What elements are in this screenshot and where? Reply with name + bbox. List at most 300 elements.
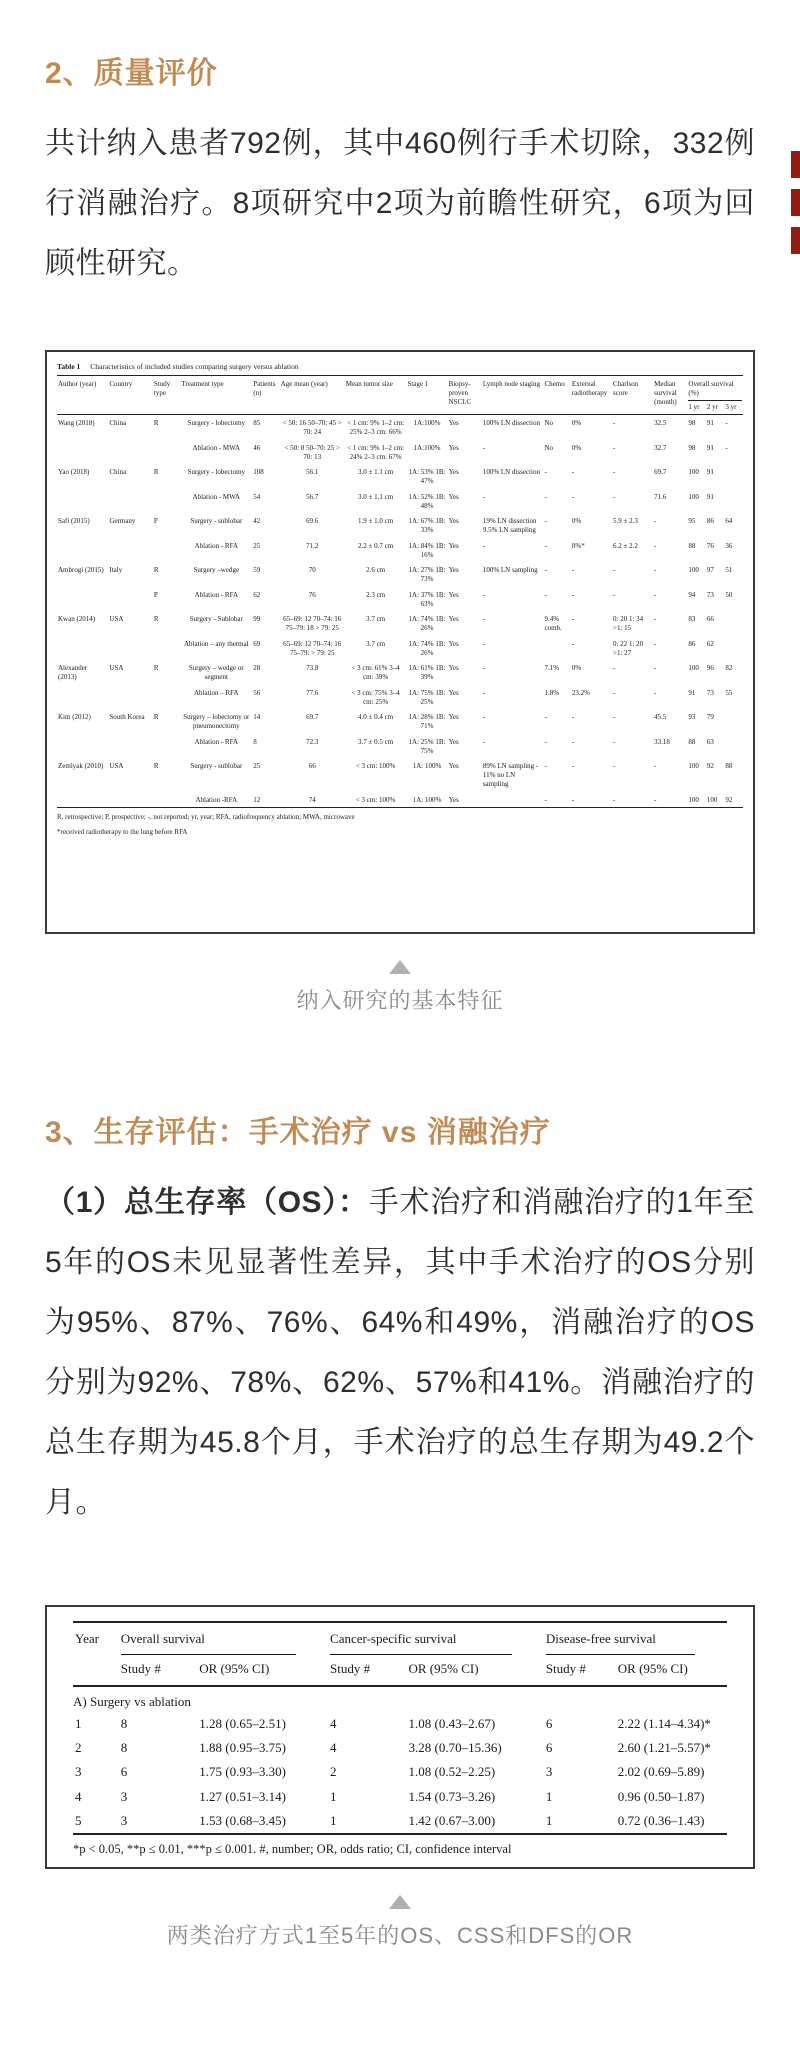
- table2-cell: 1.08 (0.52–2.25): [408, 1764, 496, 1780]
- table1-cell: 97: [706, 566, 714, 575]
- table1-cell: 71.6: [654, 492, 667, 501]
- table1-cell: 0: 22 1: 20 >1: 27: [613, 639, 644, 657]
- table2-group-header-row: [73, 1622, 727, 1655]
- table1-cell: [724, 709, 743, 734]
- table1-cell: R: [153, 468, 159, 477]
- table1-cell: -: [544, 517, 547, 526]
- table1-cell: 1.9 ± 1.0 cm: [358, 517, 394, 526]
- table2-cell: 4: [330, 1715, 337, 1731]
- table1-cell: < 50: 16 50–70: 45 > 70: 24: [282, 419, 342, 436]
- table1-cell: China: [109, 468, 127, 477]
- table1-cell: 3.7 cm: [366, 615, 386, 624]
- table1-cell: 91: [706, 468, 714, 477]
- table2-cell: 2.60 (1.21–5.57)*: [617, 1740, 711, 1755]
- table2-cell: 4: [75, 1788, 82, 1804]
- table1-cell: 1A: 61% 1B: 39%: [408, 664, 446, 681]
- table2-cell: 6: [120, 1764, 128, 1780]
- table1-cell: [57, 792, 108, 808]
- table1-cell: [724, 464, 743, 489]
- table1-cell: -: [654, 517, 657, 526]
- table1-cell: Wang (2018): [58, 419, 95, 428]
- table2-cell: 1.42 (0.67–3.00): [408, 1812, 496, 1828]
- table1-cell: -: [482, 590, 486, 599]
- table1-cell: -: [613, 419, 616, 428]
- table2-cell: 1.28 (0.65–2.51): [199, 1715, 286, 1731]
- table1-row: [57, 792, 743, 808]
- table1-cell: Yes: [448, 443, 459, 452]
- table1-cell: 1.8%: [544, 688, 560, 697]
- table2-cell: 3.28 (0.70–15.36): [408, 1740, 502, 1755]
- table1-cell: Safi (2015): [58, 517, 90, 526]
- table1-cell: Yes: [448, 737, 459, 746]
- table1-cell: Italy: [109, 566, 123, 575]
- table1-cell: Surgery - sublobar: [190, 762, 243, 771]
- red-edge-marker: [791, 151, 800, 178]
- table1-cell: < 3 cm: 61% 3–4 cm: 39%: [351, 664, 400, 681]
- table1-cell: 69: [253, 639, 261, 648]
- table1-cell: 32.7: [654, 443, 667, 452]
- table1-col-header: Stage 1: [406, 378, 447, 415]
- figure2-caption: 两类治疗方式1至5年的OS、CSS和DFS的OR: [166, 1923, 634, 1948]
- article-body: [0, 48, 800, 1990]
- table1-cell: -: [654, 566, 657, 575]
- paragraph-os-lead: （1）总生存率（OS）：: [45, 1186, 369, 1219]
- table2-footnote: *p < 0.05, **p ≤ 0.01, ***p ≤ 0.001. #, number; OR, odds ratio; CI, confidence interval: [73, 1842, 512, 1856]
- table1-cell: China: [109, 419, 127, 428]
- table1-cell: 86: [706, 517, 714, 526]
- table1-cell: Surgery - lobectomy: [187, 419, 246, 428]
- table1-os-sub-header: 3 yr: [724, 401, 743, 415]
- table1-cell: 25: [253, 762, 261, 771]
- table1-os-group-header: Overall survival (%): [687, 378, 743, 401]
- table1-cell: [724, 489, 743, 514]
- table2-body: [73, 1686, 727, 1835]
- table1-cell: 25: [253, 541, 261, 550]
- table1-cell: Yes: [448, 688, 459, 697]
- table1-cell: Yes: [448, 566, 459, 575]
- table1-cell: Surgery - sublobar: [190, 517, 243, 526]
- table1-cell: -: [544, 590, 547, 599]
- table1-cell: -: [654, 688, 657, 697]
- table1-cell: 98: [688, 443, 696, 452]
- table1-row: [57, 464, 743, 489]
- table1-row: [57, 440, 743, 465]
- table1-cell: -: [613, 468, 616, 477]
- table1-cell: 55: [725, 688, 733, 697]
- table1-cell: 100: [688, 664, 699, 673]
- table1-cell: -: [571, 795, 575, 804]
- table1-cell: R: [153, 762, 159, 771]
- table1-cell: 76: [706, 541, 714, 550]
- table1-cell: 54: [253, 492, 261, 501]
- table1-cell: 8%*: [571, 541, 585, 550]
- table1-cell: Surgery - lobectomy: [187, 468, 246, 477]
- table1-cell: 91: [706, 419, 714, 428]
- table1-col-header: Study type: [153, 378, 180, 415]
- paragraph-os: [45, 1173, 755, 1533]
- table1-cell: -: [544, 795, 547, 804]
- table1-cell: [153, 636, 180, 661]
- table1-cell: 66: [308, 762, 316, 771]
- table1-cell: 92: [706, 762, 714, 771]
- table1-cell: [57, 587, 108, 612]
- table1-cell: Yes: [448, 590, 459, 599]
- table1-cell: 5.9 ± 2.3: [613, 517, 638, 526]
- table1-cell: [153, 685, 180, 710]
- table2-css-group: Cancer-specific survival: [328, 1622, 544, 1655]
- table1-cell: 63: [706, 737, 714, 746]
- table1-cell: [153, 792, 180, 808]
- table1-cell: Surgery – lobectomy or pneumonectomy: [183, 713, 250, 730]
- table1-cell: Surgery - Sublobar: [189, 615, 243, 624]
- table1-cell: 3.7 ± 0.5 cm: [358, 737, 394, 746]
- table1-row: [57, 758, 743, 791]
- table1-title-text: Characteristics of included studies comparing surgery versus ablation: [90, 362, 299, 371]
- table1-cell: 73: [706, 590, 714, 599]
- table2-cell: 0.96 (0.50–1.87): [617, 1788, 705, 1804]
- table1-cell: 100: [688, 492, 699, 501]
- table1-cell: 3.0 ± 1.1 cm: [358, 492, 394, 501]
- table1-cell: Ablation – RFA: [194, 688, 239, 697]
- table1-cell: Alexander (2013): [58, 664, 88, 681]
- table1-cell: P: [153, 590, 158, 599]
- table1-cell: [153, 440, 180, 465]
- table1-cell: -: [613, 590, 616, 599]
- table1-row: [57, 660, 743, 685]
- table1-os-sub-header: 1 yr: [687, 401, 706, 415]
- table1-cell: [108, 587, 153, 612]
- table1-cell: [108, 489, 153, 514]
- table1-label: Table 1: [57, 362, 81, 371]
- table1-cell: 1A: 53% 1B: 47%: [408, 468, 446, 485]
- table1-cell: 62: [706, 639, 714, 648]
- table2-sub-header: Study #: [119, 1655, 197, 1685]
- table1-cell: -: [613, 664, 616, 673]
- table1-cell: 36: [725, 541, 733, 550]
- table1-col-header: Biopsy-proven NSCLC: [448, 378, 482, 415]
- table1-col-header: Age mean (year): [280, 378, 345, 415]
- table1-cell: 1A: 37% 1B: 63%: [408, 590, 446, 608]
- table1-row: [57, 636, 743, 661]
- table1-cell: Kim (2012): [58, 713, 91, 722]
- table1-cell: -: [544, 762, 547, 771]
- table1-cell: -: [613, 492, 616, 501]
- table1-cell: 100: [688, 566, 699, 575]
- table1-cell: -: [571, 737, 575, 746]
- table2-sub-header: OR (95% CI): [616, 1655, 727, 1685]
- table1-cell: 100: [688, 762, 699, 771]
- table1-cell: 93: [688, 713, 696, 722]
- table2-cell: 1: [330, 1812, 337, 1828]
- table1-cell: -: [544, 541, 547, 550]
- table1-cell: 79: [706, 713, 714, 722]
- table1-col-header: Lymph node staging: [482, 378, 544, 415]
- table1-cell: P: [153, 517, 158, 526]
- table1-col-header: Charlson score: [612, 378, 653, 415]
- table1-cell: Ablation – any thermal: [183, 639, 249, 648]
- table1-cell: 65–69: 12 70–74: 16 75–79: > 79: 25: [283, 639, 342, 657]
- table2-cell: 3: [120, 1788, 128, 1804]
- table1-cell: 1A:100%: [413, 443, 441, 452]
- table1-cell: < 3 cm: 75% 3–4 cm: 25%: [351, 688, 400, 706]
- table1-col-header: Median survival (month): [653, 378, 687, 415]
- table1-cell: 86: [688, 639, 696, 648]
- table1-cell: [724, 734, 743, 759]
- table2-cell: 1.75 (0.93–3.30): [199, 1764, 286, 1780]
- table1-cell: -: [613, 566, 616, 575]
- table1-cell: -: [482, 615, 486, 624]
- figure-table2: [45, 1605, 755, 1869]
- table2-os-group: Overall survival: [119, 1622, 328, 1655]
- table1-cell: [544, 636, 571, 661]
- table1-cell: 50: [725, 590, 733, 599]
- table1-row: [57, 685, 743, 710]
- table1-cell: -: [613, 713, 616, 722]
- table1-col-header: Author (year): [57, 378, 108, 415]
- red-edge-marker: [791, 189, 800, 216]
- table1-cell: -: [482, 664, 486, 673]
- table1-cell: Yao (2018): [58, 468, 90, 477]
- table2-cell: 6: [545, 1740, 553, 1755]
- table2-cell: 3: [75, 1764, 82, 1780]
- table1-cell: 42: [253, 517, 261, 526]
- table1-cell: 46: [253, 443, 261, 452]
- table1-cell: -: [725, 419, 728, 428]
- table2-cell: 1: [545, 1812, 553, 1828]
- table1-cell: 89% LN sampling - 11% no LN sampling: [482, 762, 539, 788]
- table1-title: [57, 360, 743, 376]
- table1-cell: [153, 734, 180, 759]
- section-heading-survival: 3、生存评估：手术治疗 vs 消融治疗: [45, 1116, 551, 1149]
- table1-cell: [108, 734, 153, 759]
- table1-row: [57, 415, 743, 440]
- table1-cell: 72.3: [306, 737, 319, 746]
- table1-cell: 1A: 74% 1B: 26%: [408, 639, 446, 657]
- table1-cell: 88: [688, 541, 696, 550]
- table1: [57, 378, 743, 808]
- table1-cell: 2.3 cm: [366, 590, 386, 599]
- table1-cell: Yes: [448, 639, 459, 648]
- table1-cell: < 1 cm: 9% 1–2 cm: 24% 2–3 cm: 67%: [347, 443, 405, 461]
- table1-cell: 56.7: [306, 492, 319, 501]
- table2-cell: 1.08 (0.43–2.67): [408, 1715, 496, 1731]
- table1-cell: 1A: 52% 1B: 48%: [408, 492, 446, 510]
- table1-col-header: External radiotherapy: [571, 378, 612, 415]
- table1-cell: 69.7: [306, 713, 319, 722]
- table1-cell: 73: [706, 688, 714, 697]
- table1-cell: 1A:100%: [413, 419, 441, 428]
- table1-cell: [108, 440, 153, 465]
- table1-cell: R: [153, 419, 159, 428]
- table1-header-row: [57, 378, 743, 401]
- table1-cell: Surgery – wedge or segment: [188, 664, 244, 681]
- table1-cell: -: [613, 762, 616, 771]
- table1-cell: Ablation -RFA: [195, 795, 238, 804]
- table1-cell: 64: [725, 517, 733, 526]
- table1-cell: 88: [725, 762, 733, 771]
- table1-cell: -: [571, 590, 575, 599]
- table1-cell: -: [654, 664, 657, 673]
- table1-cell: No: [544, 443, 554, 452]
- table1-row: [57, 489, 743, 514]
- table1-cell: < 3 cm: 100%: [355, 762, 396, 771]
- table2-sub-header: Study #: [544, 1655, 616, 1685]
- table1-body: [57, 415, 743, 808]
- triangle-up-icon: [389, 1895, 411, 1909]
- table1-cell: 1A: 27% 1B: 73%: [408, 566, 446, 583]
- table1-cell: R: [153, 615, 159, 624]
- table1-cell: 83: [688, 615, 696, 624]
- table1-cell: South Korea: [109, 713, 145, 722]
- table1-cell: 82: [725, 664, 733, 673]
- table1-cell: 100: [688, 795, 699, 804]
- table1-cell: USA: [109, 615, 124, 624]
- table1-cell: -: [544, 713, 547, 722]
- table1-cell: [482, 792, 544, 808]
- table1-cell: 100: [706, 795, 718, 804]
- table1-cell: 100% LN dissection: [482, 468, 540, 477]
- table1-cell: 28: [253, 664, 261, 673]
- table1-cell: 65–69: 12 70–74: 16 75–79: 18 > 79: 25: [283, 615, 342, 632]
- table1-cell: < 50: 8 50–70: 25 > 70: 13: [284, 443, 340, 461]
- table1-row: [57, 562, 743, 587]
- table1-cell: 91: [688, 688, 696, 697]
- table1-cell: 2.6 cm: [366, 566, 386, 575]
- table2-row: [73, 1712, 727, 1736]
- table1-cell: 1A: 25% 1B: 75%: [408, 737, 446, 755]
- table1-col-header: Treatment type: [180, 378, 252, 415]
- table1-cell: -: [613, 443, 616, 452]
- table1-cell: 98: [688, 419, 696, 428]
- table1-cell: -: [571, 566, 575, 575]
- table1-cell: 12: [253, 795, 261, 804]
- table1-cell: [724, 636, 743, 661]
- table1-cell: [153, 489, 180, 514]
- table1-cell: -: [571, 713, 575, 722]
- table2-cell: 8: [120, 1715, 128, 1731]
- table1-col-header: Patients (n): [252, 378, 279, 415]
- table1-cell: [57, 538, 108, 563]
- table2-cell: 2: [75, 1740, 82, 1755]
- table1-cell: 70: [308, 566, 316, 575]
- table1-cell: 77.6: [306, 688, 319, 697]
- table2-row: [73, 1736, 727, 1760]
- table1-row: [57, 513, 743, 538]
- table1-cell: R: [153, 664, 159, 673]
- table1-cell: 1A: 100%: [412, 795, 442, 804]
- table1-os-sub-header: 2 yr: [706, 401, 725, 415]
- table2-section-row: A) Surgery vs ablation: [73, 1693, 191, 1709]
- table1-cell: USA: [109, 762, 124, 771]
- table1-cell: -: [544, 566, 547, 575]
- table2-subheader-row: [73, 1655, 727, 1685]
- table1-cell: Yes: [448, 664, 459, 673]
- table1-cell: 56.1: [306, 468, 319, 477]
- table1-cell: Surgery –wedge: [193, 566, 240, 575]
- table1-cell: -: [613, 795, 616, 804]
- table1-cell: Yes: [448, 492, 459, 501]
- table1-cell: Ablation - RFA: [194, 590, 239, 599]
- table1-cell: -: [482, 541, 486, 550]
- table1-row: [57, 734, 743, 759]
- table1-cell: -: [482, 737, 486, 746]
- table1-cell: -: [571, 468, 575, 477]
- table1-cell: -: [613, 688, 616, 697]
- table1-cell: Ablation - RFA: [194, 737, 239, 746]
- table1-cell: Kwan (2014): [58, 615, 96, 624]
- table1-cell: USA: [109, 664, 124, 673]
- table1-cell: 33.18: [654, 737, 670, 746]
- table1-cell: 7.1%: [544, 664, 560, 673]
- table2-cell: 1: [75, 1715, 82, 1731]
- table1-cell: 99: [253, 615, 261, 624]
- table1-cell: 32.5: [654, 419, 667, 428]
- table1-col-header: Mean tumor size: [345, 378, 407, 415]
- table1-cell: 88: [688, 737, 696, 746]
- table1-cell: -: [571, 615, 575, 624]
- table1-cell: 4.0 ± 0.4 cm: [358, 713, 394, 722]
- table1-cell: Germany: [109, 517, 136, 526]
- table1-cell: Yes: [448, 615, 459, 624]
- table1-cell: -: [654, 639, 657, 648]
- table1-cell: 1A: 67% 1B: 33%: [408, 517, 446, 534]
- table2-cell: 1: [545, 1788, 553, 1804]
- table1-cell: 71.2: [306, 541, 319, 550]
- table2-cell: 1.27 (0.51–3.14): [199, 1788, 286, 1804]
- table1-row: [57, 538, 743, 563]
- table1-cell: -: [482, 492, 486, 501]
- table2-row: [73, 1760, 727, 1784]
- paragraph-os-body: 手术治疗和消融治疗的1年至5年的OS未见显著性差异，其中手术治疗的OS分别为95%、87%、76%、64%和49%，消融治疗的OS分别为92%、78%、62%、57%和41%。消融治疗的总生存期为45.8个月，手术治疗的总生存期为49.2个月。: [45, 1186, 755, 1519]
- table1-cell: 0: 20 1: 34 >1: 15: [613, 615, 644, 632]
- table1-cell: -: [544, 492, 547, 501]
- table1-cell: 1A: 74% 1B: 26%: [408, 615, 446, 632]
- table1-cell: 0%: [571, 664, 582, 673]
- table2-cell: 8: [120, 1740, 128, 1755]
- table1-cell: Ablation - MWA: [192, 443, 241, 452]
- triangle-up-icon: [389, 960, 411, 974]
- table1-cell: 94: [688, 590, 696, 599]
- table2-cell: 6: [545, 1715, 553, 1731]
- table1-cell: 0%: [571, 419, 582, 428]
- table1-cell: 19% LN dissection 9.5% LN sampling: [482, 517, 537, 534]
- table1-cell: [724, 611, 743, 636]
- table1-cell: -: [613, 737, 616, 746]
- table1-cell: Yes: [448, 541, 459, 550]
- table1-cell: 85: [253, 419, 261, 428]
- table1-cell: 1A: 75% 1B: 25%: [408, 688, 446, 706]
- table1-cell: Yes: [448, 795, 459, 804]
- table2-cell: 1.88 (0.95–3.75): [199, 1740, 286, 1755]
- table1-cell: Yes: [448, 419, 459, 428]
- paragraph-quality: 共计纳入患者792例，其中460例行手术切除，332例行消融治疗。8项研究中2项为前瞻性研究，6项为回顾性研究。: [45, 127, 755, 280]
- table1-row: [57, 587, 743, 612]
- table1-cell: [108, 636, 153, 661]
- table1-cell: 74: [308, 795, 316, 804]
- table2-cell: 1: [330, 1788, 337, 1804]
- table1-cell: 0%: [571, 517, 582, 526]
- table1-cell: 23.2%: [571, 688, 590, 697]
- table1-cell: 91: [706, 443, 714, 452]
- figure-table1: [45, 350, 755, 934]
- table1-cell: 69.7: [654, 468, 667, 477]
- table1-cell: Ambrogi (2015): [58, 566, 104, 575]
- table1-cell: R: [153, 566, 159, 575]
- table1-cell: [153, 538, 180, 563]
- table2-row: [73, 1785, 727, 1809]
- table2-sub-header: OR (95% CI): [407, 1655, 544, 1685]
- table2-cell: 3: [545, 1764, 553, 1780]
